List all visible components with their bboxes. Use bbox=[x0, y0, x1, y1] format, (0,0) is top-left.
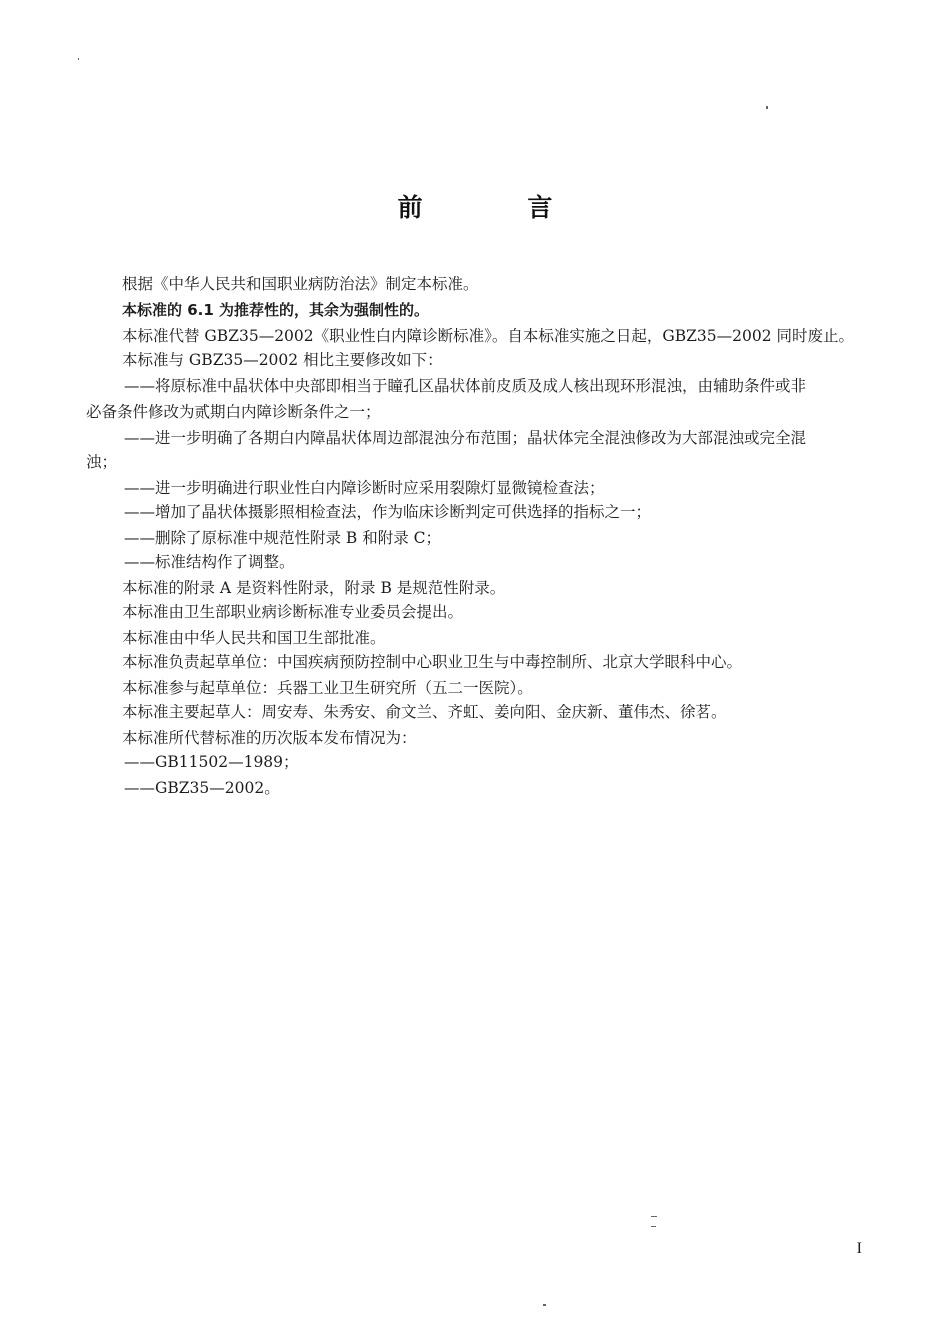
change-item-5: ——删除了原标准中规范性附录 B 和附录 C； bbox=[124, 529, 442, 547]
change-item-1-line-2: 必备条件修改为贰期白内障诊断条件之一； bbox=[86, 403, 381, 421]
version-item-1: ——GB11502—1989； bbox=[124, 753, 299, 771]
version-item-2: ——GBZ35—2002。 bbox=[124, 779, 280, 797]
paragraph-main-authors: 本标准主要起草人：周安寿、朱秀安、俞文兰、齐虹、姜向阳、金庆新、董伟杰、徐茗。 bbox=[122, 703, 727, 721]
paragraph-changes-intro: 本标准与 GBZ35—2002 相比主要修改如下： bbox=[122, 351, 443, 369]
page-number: I bbox=[856, 1240, 862, 1257]
change-item-2-line-2: 浊； bbox=[86, 453, 118, 471]
paragraph-proposer: 本标准由卫生部职业病诊断标准专业委员会提出。 bbox=[122, 603, 464, 621]
paragraph-replaces: 本标准代替 GBZ35—2002《职业性白内障诊断标准》。自本标准实施之日起，GBZ35—2002 同时废止。 bbox=[122, 327, 855, 345]
scan-speck bbox=[651, 1216, 657, 1217]
change-item-3: ——进一步明确进行职业性白内障诊断时应采用裂隙灯显微镜检查法； bbox=[124, 479, 605, 497]
paragraph-appendix: 本标准的附录 A 是资料性附录，附录 B 是规范性附录。 bbox=[122, 579, 506, 597]
scan-speck bbox=[78, 58, 79, 60]
paragraph-approver: 本标准由中华人民共和国卫生部批准。 bbox=[122, 629, 386, 647]
page-title: 前 言 bbox=[397, 193, 601, 222]
paragraph-version-history: 本标准所代替标准的历次版本发布情况为： bbox=[122, 729, 417, 747]
scan-speck bbox=[543, 1304, 546, 1306]
change-item-6: ——标准结构作了调整。 bbox=[124, 553, 295, 571]
scan-speck bbox=[766, 106, 768, 109]
scan-speck bbox=[651, 1226, 656, 1227]
paragraph-mandatory-note: 本标准的 6.1 为推荐性的，其余为强制性的。 bbox=[122, 301, 430, 319]
change-item-1-line-1: ——将原标准中晶状体中央部即相当于瞳孔区晶状体前皮质及成人核出现环形混浊，由辅助条件或非 bbox=[124, 377, 807, 395]
paragraph-participating-drafters: 本标准参与起草单位：兵器工业卫生研究所（五二一医院）。 bbox=[122, 679, 533, 697]
paragraph-legal-basis: 根据《中华人民共和国职业病防治法》制定本标准。 bbox=[122, 275, 479, 293]
paragraph-lead-drafters: 本标准负责起草单位：中国疾病预防控制中心职业卫生与中毒控制所、北京大学眼科中心。 bbox=[122, 653, 743, 671]
change-item-2-line-1: ——进一步明确了各期白内障晶状体周边部混浊分布范围；晶状体完全混浊修改为大部混浊或完全混 bbox=[124, 429, 807, 447]
change-item-4: ——增加了晶状体摄影照相检查法，作为临床诊断判定可供选择的指标之一； bbox=[124, 503, 652, 521]
